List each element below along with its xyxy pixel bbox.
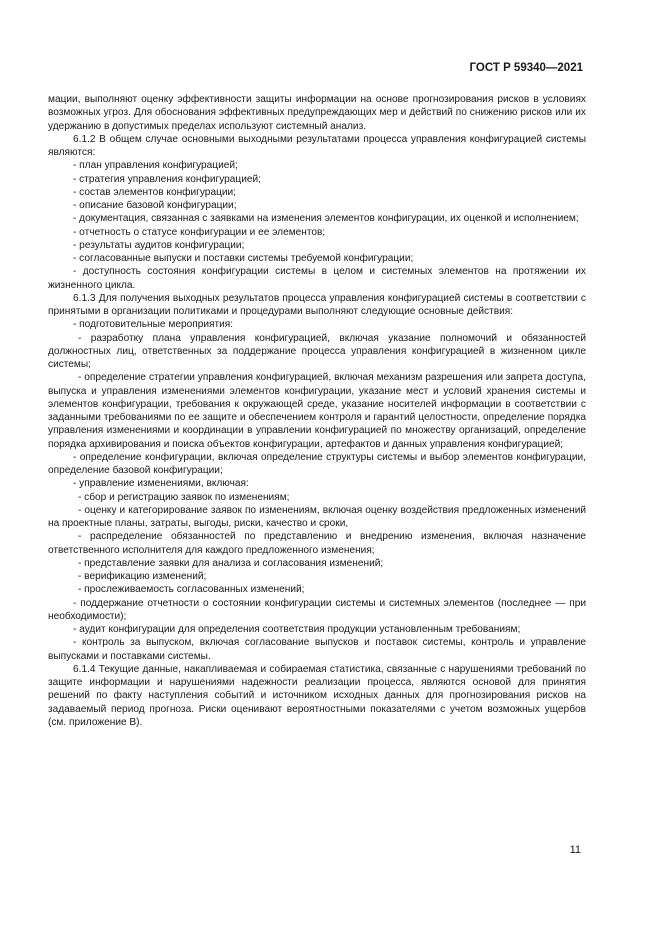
list-item: - оценку и категорирование заявок по изменениям, включая оценку воздействия предложенных изменений на проектные планы, затраты, выгоды, риски, качество и сроки, — [48, 504, 586, 529]
list-item: - поддержание отчетности о состоянии конфигурации системы и системных элементов (последнее — при необходимости); — [48, 597, 586, 622]
list-item: - описание базовой конфигурации; — [73, 200, 237, 211]
list-item: - распределение обязанностей по представлению и внедрению изменения, включая назначение ответственного исполнителя для каждого предложенного изменения; — [48, 531, 586, 556]
list-item: - сбор и регистрацию заявок по изменениям; — [78, 491, 290, 503]
paragraph: 6.1.4 Текущие данные, накапливаемая и собираемая статистика, связанные с нарушениями требований по защите информации и нарушениями надежности реализации процесса, являются основой для принятия решений по факту наступления событий и источником исходных данных для прогнозирования рисков на задаваемый период прогноза. Риски оценивают вероятностными показателями с учетом возможных ущербов (см. приложение В). — [48, 663, 586, 728]
paragraph: мации, выполняют оценку эффективности защиты информации на основе прогнозирования рисков в условиях возможных угроз. Для обоснования эффективных предупреждающих мер и действий по снижению рисков или их удержанию в допустимых пределах используют системный анализ. — [48, 94, 586, 132]
list-item: - результаты аудитов конфигурации; — [73, 239, 245, 251]
list-item: - управление изменениями, включая: — [73, 478, 249, 490]
list-item: - план управления конфигурацией; — [73, 160, 238, 172]
paragraph: 6.1.2 В общем случае основными выходными результатами процесса управления конфигурацией системы являются: — [48, 133, 586, 158]
list-item: - согласованные выпуски и поставки системы требуемой конфигурации; — [73, 253, 414, 264]
paragraph: 6.1.3 Для получения выходных результатов процесса управления конфигурацией системы в соответствии с принятыми в организации политиками и процедурами выполняют следующие основные действия: — [48, 292, 586, 317]
list-item: - аудит конфигурации для определения соответствия продукции установленным требованиям; — [73, 624, 521, 635]
list-item: - определение конфигурации, включая определение структуры системы и выбор элементов конфигурации, определение базовой конфигурации; — [48, 451, 586, 476]
list-item: - разработку плана управления конфигурацией, включая указание полномочий и обязанностей должностных лиц, ответственных за поддержание процесса управления конфигурацией в жизненном цикле системы; — [48, 332, 586, 370]
list-item: - состав элементов конфигурации; — [73, 186, 236, 198]
list-item: - представление заявки для анализа и согласования изменений; — [78, 557, 384, 569]
list-item: - контроль за выпуском, включая согласование выпусков и поставок системы, контроль и управление выпусками и поставками системы. — [48, 637, 586, 662]
document-body — [48, 93, 586, 729]
list-item: - верификацию изменений; — [78, 571, 207, 582]
list-item: - отчетность о статусе конфигурации и ее элементов; — [73, 226, 326, 238]
list-item: - подготовительные мероприятия: — [73, 319, 234, 331]
page-number: 11 — [569, 844, 581, 856]
list-item: - определение стратегии управления конфигурацией, включая механизм разрешения или запрета доступа, выпуска и управления изменениями элементов конфигурации, указание мест и условий хранения системы и элементов конфигурации, требования к окружающей среде, указание носителей информации в соответствии с заданными требованиями по ее защите и обеспечением контроля и гарантий целостности, определение порядка управления изменениями и координации в управлении конфигурацией по множеству организаций, определение порядка архивирования и поиска объектов конфигурации, артефактов и данных управления конфигурацией; — [48, 372, 586, 450]
list-item: - доступность состояния конфигурации системы в целом и системных элементов на протяжении их жизненного цикла. — [48, 266, 586, 291]
list-item: - документация, связанная с заявками на изменения элементов конфигурации, их оценкой и исполнением; — [73, 213, 579, 225]
document-header: ГОСТ Р 59340—2021 — [469, 62, 583, 74]
list-item: - прослеживаемость согласованных изменений; — [78, 584, 305, 596]
list-item: - стратегия управления конфигурацией; — [73, 173, 261, 185]
